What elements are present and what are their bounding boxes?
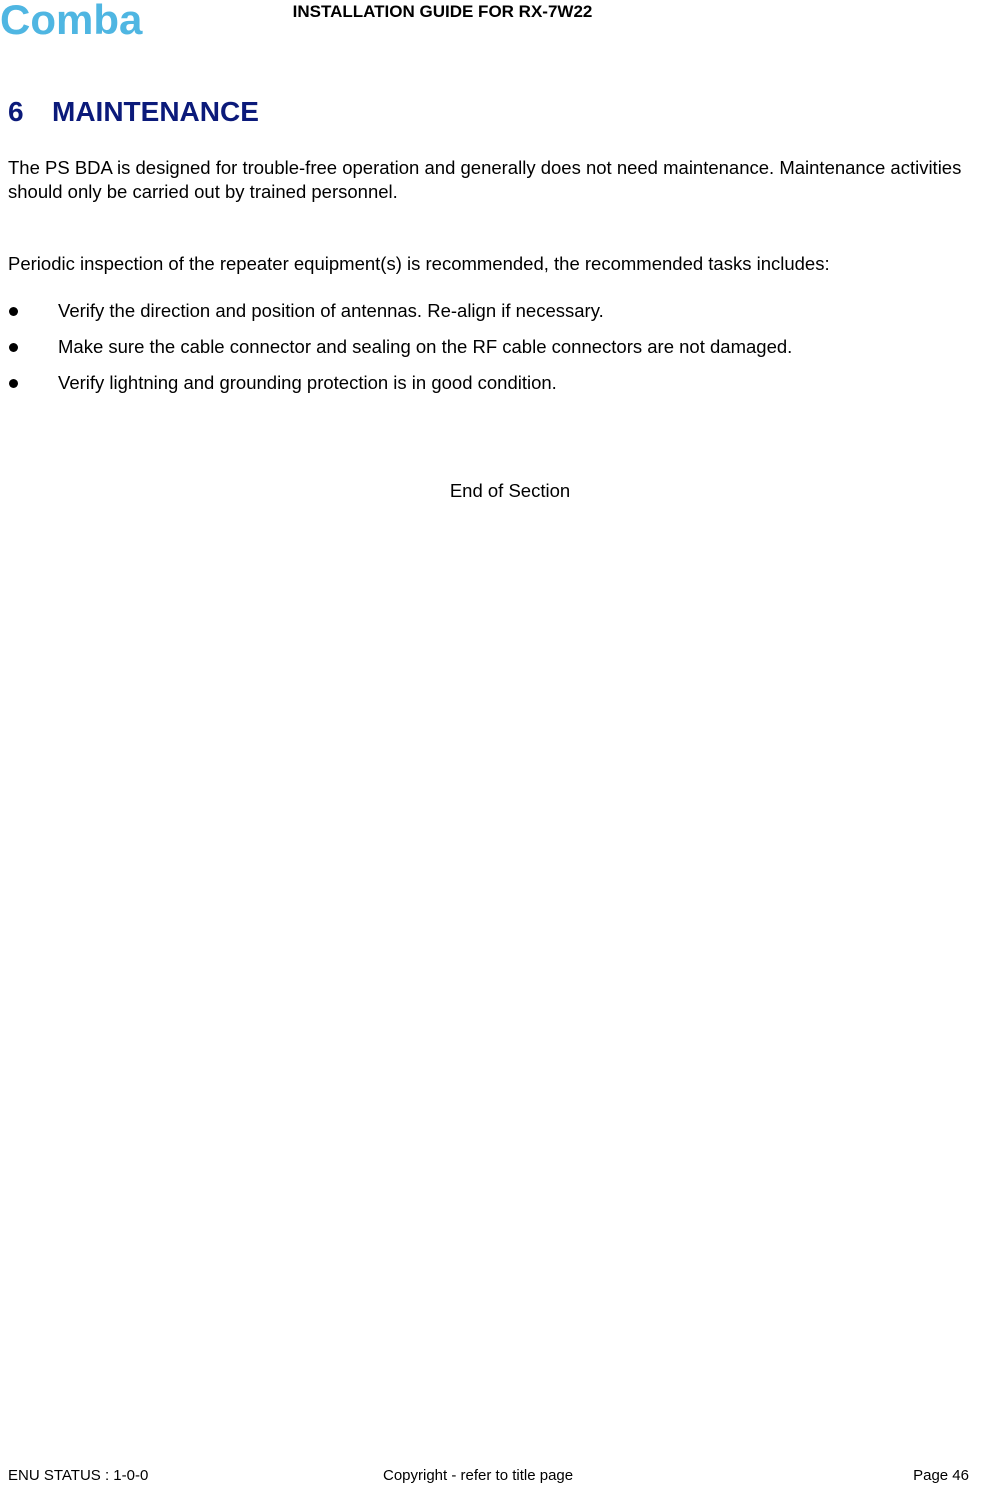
bullet-icon <box>9 379 18 388</box>
bullet-icon <box>9 343 18 352</box>
list-item-text: Verify lightning and grounding protection is in good condition. <box>58 372 557 393</box>
end-of-section: End of Section <box>449 480 571 501</box>
section-number: 6 <box>8 96 24 127</box>
task-list <box>8 299 792 407</box>
list-item <box>8 335 792 371</box>
svg-text:Comba: Comba <box>0 0 143 40</box>
list-item <box>8 299 792 335</box>
list-item <box>8 371 792 407</box>
inspection-paragraph: Periodic inspection of the repeater equipment(s) is recommended, the recommended tasks includes: <box>8 253 830 274</box>
section-title: MAINTENANCE <box>52 96 259 127</box>
footer-status: ENU STATUS : 1-0-0 <box>8 1467 149 1484</box>
section-heading <box>8 96 259 128</box>
footer-copyright: Copyright - refer to title page <box>383 1467 574 1484</box>
document-title: INSTALLATION GUIDE FOR RX-7W22 <box>292 2 593 21</box>
footer-page-number: Page 46 <box>913 1467 969 1484</box>
list-item-text: Make sure the cable connector and sealing on the RF cable connectors are not damaged. <box>58 336 793 357</box>
bullet-icon <box>9 307 18 316</box>
intro-paragraph: The PS BDA is designed for trouble-free operation and generally does not need maintenance. Maintenance activities should only be carried out by trained personnel. <box>8 157 962 202</box>
list-item-text: Verify the direction and position of antennas. Re-align if necessary. <box>58 300 604 321</box>
